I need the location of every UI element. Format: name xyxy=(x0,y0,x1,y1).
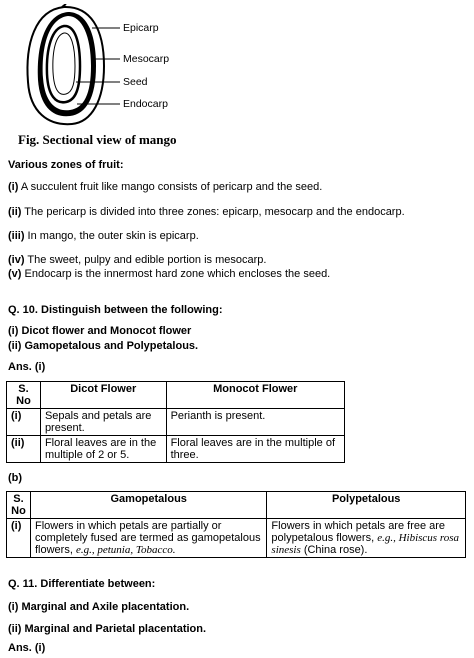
label-mesocarp: Mesocarp xyxy=(123,53,170,65)
q10-title: Q. 10. Distinguish between the following: xyxy=(8,304,223,316)
header-monocot: Monocot Flower xyxy=(166,382,344,409)
row-num: (ii) xyxy=(7,436,41,463)
q11-part-1: (i) Marginal and Axile placentation. xyxy=(8,601,190,613)
label-epicarp: Epicarp xyxy=(123,22,159,34)
row-num: (i) xyxy=(7,409,41,436)
table-header-row xyxy=(7,492,466,519)
polypetalous-cell: Flowers in which petals are free are polypetalous flowers, e.g., Hibiscus rosa sinesis (China rose). xyxy=(267,519,466,558)
label-endocarp: Endocarp xyxy=(123,98,168,110)
q10-part-1: (i) Dicot flower and Monocot flower xyxy=(8,325,192,337)
header-dicot: Dicot Flower xyxy=(40,382,166,409)
monocot-cell: Perianth is present. xyxy=(166,409,344,436)
figure-caption: Fig. Sectional view of mango xyxy=(18,132,177,147)
dicot-monocot-table xyxy=(6,381,345,463)
table-header-row xyxy=(7,382,345,409)
zones-item: (ii) The pericarp is divided into three zones: epicarp, mesocarp and the endocarp. xyxy=(8,206,405,218)
q10-part-2: (ii) Gamopetalous and Polypetalous. xyxy=(8,340,199,352)
row-num: (i) xyxy=(7,519,31,558)
gamopetalous-cell: Flowers in which petals are partially or completely fused are termed as gamopetalous flowers, e.g., petunia, Tobacco. xyxy=(30,519,266,558)
header-gamopetalous: Gamopetalous xyxy=(30,492,266,519)
q11-answer-label: Ans. (i) xyxy=(8,642,46,654)
header-sno: S. No xyxy=(7,382,41,409)
label-seed: Seed xyxy=(123,76,148,88)
table-row xyxy=(7,519,466,558)
q11-part-2: (ii) Marginal and Parietal placentation. xyxy=(8,623,207,635)
zones-item: (iv) The sweet, pulpy and edible portion is mesocarp. xyxy=(8,254,267,266)
zones-item: (i) A succulent fruit like mango consists of pericarp and the seed. xyxy=(8,181,323,193)
header-sno: S. No xyxy=(7,492,31,519)
mango-section-diagram xyxy=(20,4,120,128)
monocot-cell: Floral leaves are in the multiple of three. xyxy=(166,436,344,463)
header-polypetalous: Polypetalous xyxy=(267,492,466,519)
dicot-cell: Sepals and petals are present. xyxy=(40,409,166,436)
table-row xyxy=(7,436,345,463)
q11-title: Q. 11. Differentiate between: xyxy=(8,578,156,590)
zones-item: (v) Endocarp is the innermost hard zone which encloses the seed. xyxy=(8,268,331,280)
table-row xyxy=(7,409,345,436)
zones-item: (iii) In mango, the outer skin is epicarp. xyxy=(8,230,199,242)
zones-heading: Various zones of fruit: xyxy=(8,159,124,171)
dicot-cell: Floral leaves are in the multiple of 2 or 5. xyxy=(40,436,166,463)
part-b-label: (b) xyxy=(8,472,23,484)
q10-answer-label: Ans. (i) xyxy=(8,361,46,373)
gamo-poly-table xyxy=(6,491,466,558)
